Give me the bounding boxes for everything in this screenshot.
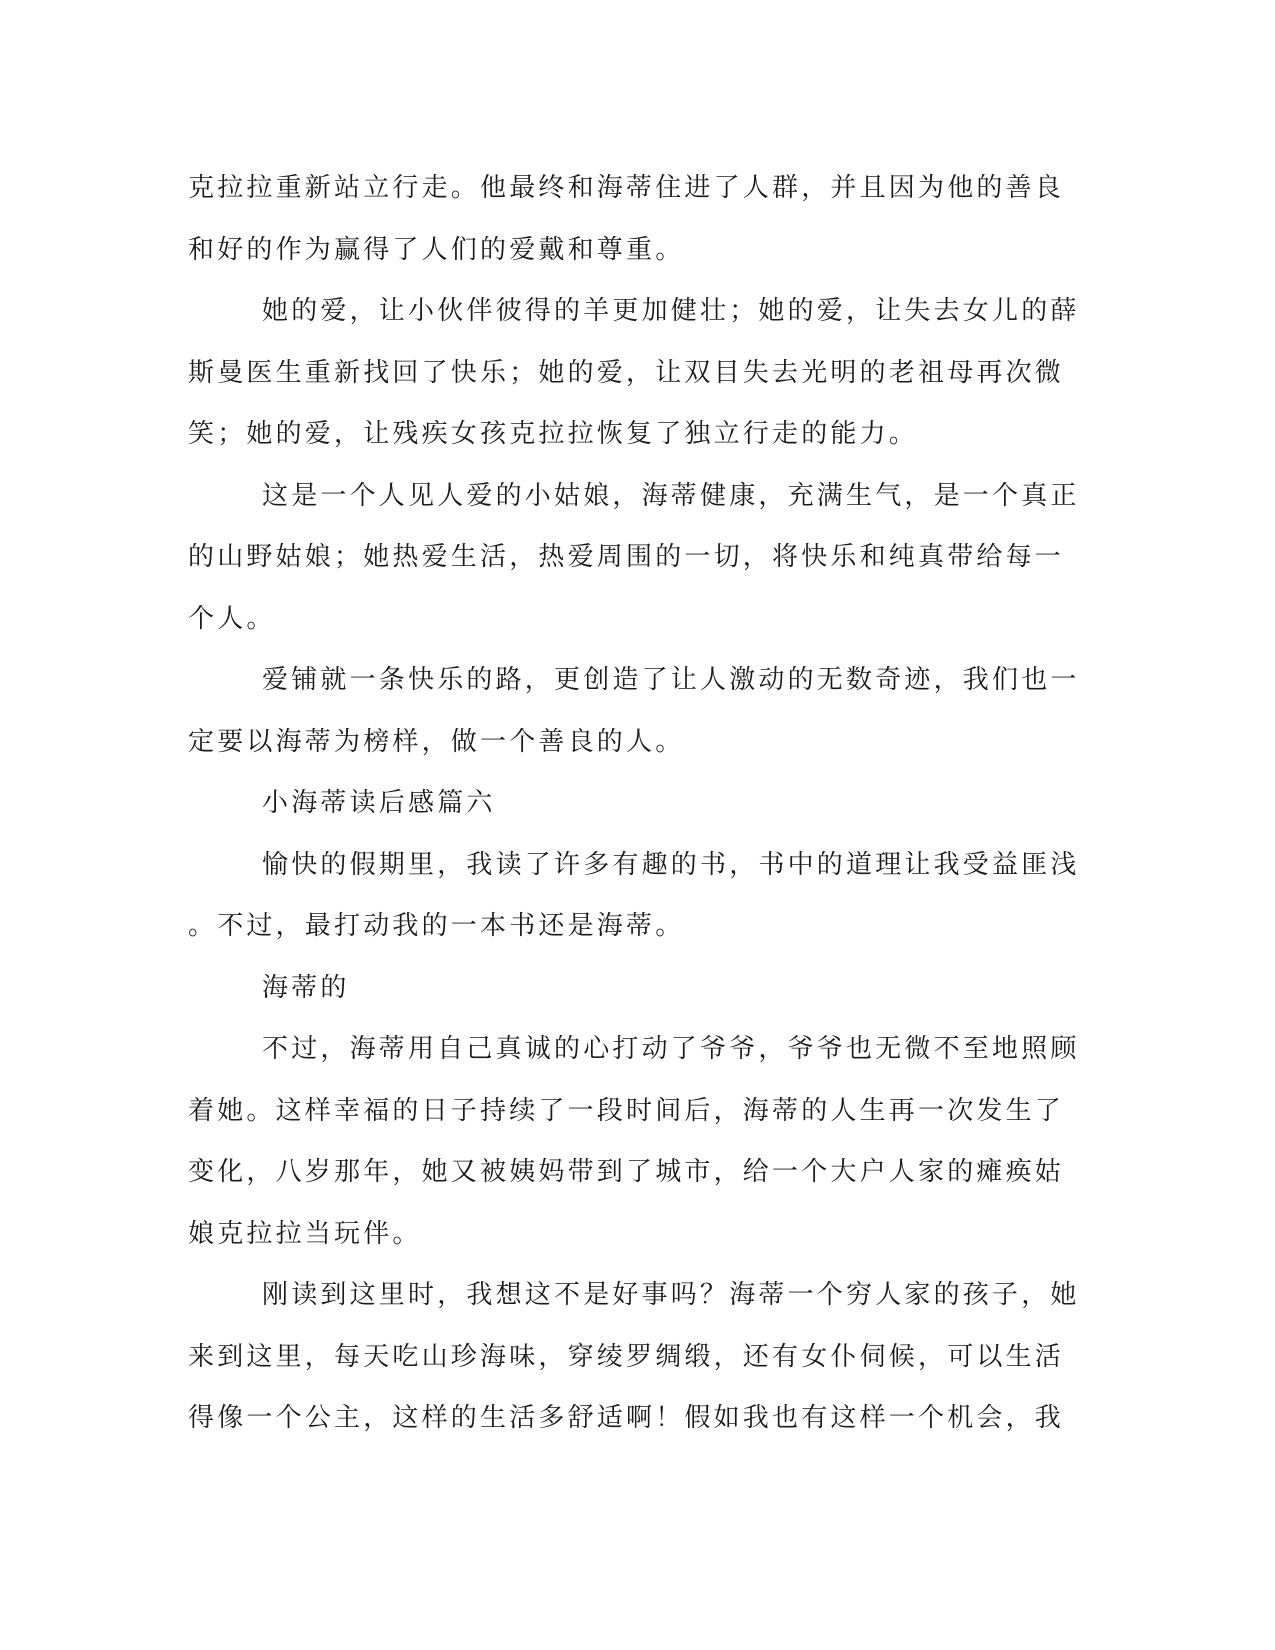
text-line: 娘克拉拉当玩伴。 [188, 1218, 422, 1249]
text-line: 来到这里，每天吃山珍海味，穿绫罗绸缎，还有女仆伺候，可以生活 [188, 1341, 1065, 1372]
text-line: 刚读到这里时，我想这不是好事吗？海蒂一个穷人家的孩子，她 [262, 1280, 1080, 1310]
text-line: 变化，八岁那年，她又被姨妈带到了城市，给一个大户人家的瘫痪姑 [188, 1157, 1065, 1187]
text-line: 笑；她的爱，让残疾女孩克拉拉恢复了独立行走的能力。 [188, 419, 919, 449]
text-line: 定要以海蒂为榜样，做一个善良的人。 [188, 726, 685, 757]
text-line: 愉快的假期里，我读了许多有趣的书，书中的道理让我受益匪浅 [262, 849, 1080, 880]
text-line: 。不过，最打动我的一本书还是海蒂。 [188, 911, 685, 941]
text-line: 斯曼医生重新找回了快乐；她的爱，让双目失去光明的老祖母再次微 [188, 357, 1065, 388]
text-line: 不过，海蒂用自己真诚的心打动了爷爷，爷爷也无微不至地照顾 [262, 1034, 1080, 1064]
text-line: 她的爱，让小伙伴彼得的羊更加健壮；她的爱，让失去女儿的薛 [262, 296, 1080, 326]
text-line: 的山野姑娘；她热爱生活，热爱周围的一切，将快乐和纯真带给每一 [188, 542, 1065, 572]
text-line: 克拉拉重新站立行走。他最终和海蒂住进了人群，并且因为他的善良 [188, 173, 1065, 203]
text-line: 着她。这样幸福的日子持续了一段时间后，海蒂的人生再一次发生了 [188, 1095, 1065, 1126]
text-line: 这是一个人见人爱的小姑娘，海蒂健康，充满生气，是一个真正 [262, 480, 1080, 511]
section-heading: 小海蒂读后感篇六 [262, 788, 496, 818]
text-line: 和好的作为赢得了人们的爱戴和尊重。 [188, 234, 685, 265]
text-line: 得像一个公主，这样的生活多舒适啊！假如我也有这样一个机会，我 [188, 1403, 1065, 1433]
text-line: 爱铺就一条快乐的路，更创造了让人激动的无数奇迹，我们也一 [262, 665, 1080, 695]
text-line: 个人。 [188, 603, 276, 634]
document-body [188, 158, 1080, 1450]
text-line: 海蒂的 [262, 972, 350, 1003]
